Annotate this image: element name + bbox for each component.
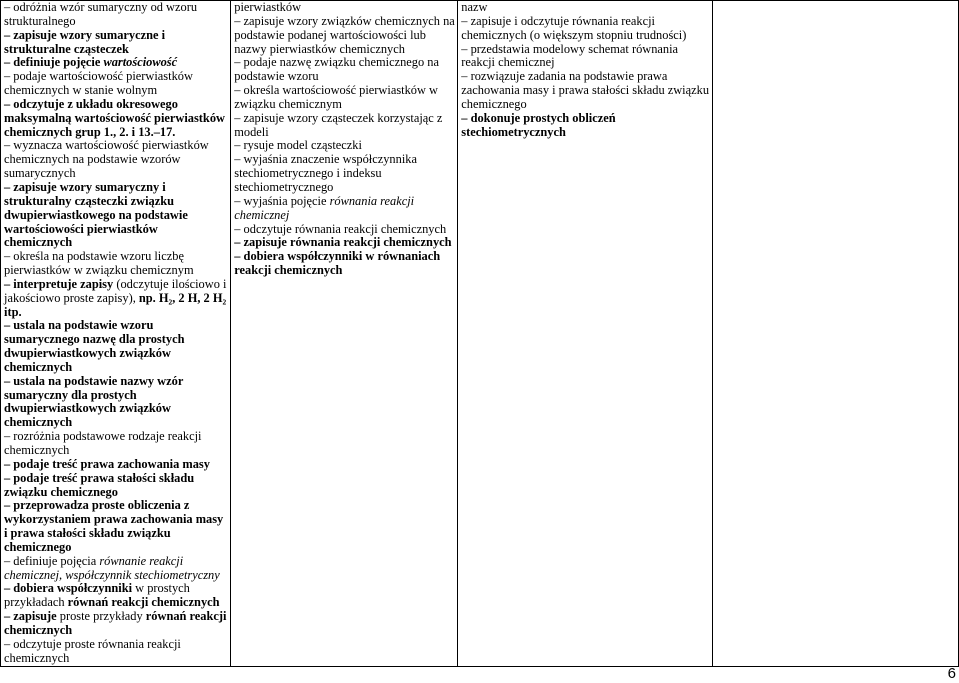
requirement-item: – podaje wartościowość pierwiastków chemicznych w stanie wolnym (4, 69, 193, 98)
requirement-item: – określa na podstawie wzoru liczbę pierwiastków w związku chemicznym (4, 249, 194, 278)
requirement-item: – ustala na podstawie nazwy wzór sumaryczny dla prostych dwupierwiastkowych związków chemicznych (4, 373, 184, 430)
requirement-item: – ustala na podstawie wzoru sumarycznego nazwę dla prostych dwupierwiastkowych związków chemicznych (4, 318, 185, 374)
requirement-item: – odczytuje z układu okresowego maksymalną wartościowość pierwiastków chemicznych grup 1., 2. i 13.–17. (4, 96, 225, 139)
requirement-item: – interpretuje zapisy (odczytuje ilościowo i jakościowo proste zapisy), np. H₂, 2 H, 2 H₂ itp. (4, 276, 227, 319)
column-1 (1, 1, 231, 667)
requirement-item: – odróżnia wzór sumaryczny od wzoru strukturalnego (4, 0, 198, 28)
requirement-item: – dobiera współczynniki w równaniach reakcji chemicznych (234, 249, 441, 278)
requirement-item: pierwiastków (234, 0, 302, 14)
requirement-item: – rozwiązuje zadania na podstawie prawa zachowania masy i prawa stałości składu związku chemicznego (461, 69, 710, 111)
column-4 (712, 1, 958, 667)
requirement-item: – dokonuje prostych obliczeń stechiometrycznych (461, 110, 616, 139)
requirement-item: – definiuje pojęcia równanie reakcji chemicznej, współczynnik stechiometryczny (4, 553, 220, 582)
requirement-item: – przedstawia modelowy schemat równania reakcji chemicznej (461, 41, 679, 70)
requirement-item: – podaje nazwę związku chemicznego na podstawie wzoru (234, 55, 439, 84)
requirement-item: – rozróżnia podstawowe rodzaje reakcji chemicznych (4, 429, 202, 457)
requirement-item: – odczytuje proste równania reakcji chemicznych (4, 636, 181, 665)
page-number: 6 (947, 665, 956, 683)
requirement-item: – podaje treść prawa zachowania masy (4, 456, 210, 471)
requirement-item: nazw (461, 0, 488, 14)
requirement-item: – podaje treść prawa stałości składu związku chemicznego (4, 470, 195, 499)
column-2 (231, 1, 458, 667)
requirement-item: – rysuje model cząsteczki (234, 138, 362, 153)
requirement-item: – dobiera współczynniki w prostych przykładach równań reakcji chemicznych (4, 581, 220, 610)
requirement-item: – zapisuje wzory sumaryczne i strukturalne cząsteczek (4, 27, 166, 56)
requirement-item: – zapisuje i odczytuje równania reakcji chemicznych (o większym stopniu trudności) (461, 13, 687, 42)
requirement-item: – określa wartościowość pierwiastków w związku chemicznym (234, 83, 438, 111)
requirement-item: – odczytuje równania reakcji chemicznych (234, 221, 447, 236)
requirement-item: – zapisuje równania reakcji chemicznych (234, 235, 452, 250)
requirement-item: – wyjaśnia pojęcie równania reakcji chemicznej (234, 193, 415, 222)
requirement-item: – definiuje pojęcie wartościowość (4, 55, 178, 70)
requirement-item: – wyznacza wartościowość pierwiastków chemicznych na podstawie wzorów sumarycznych (4, 138, 209, 181)
requirement-item: – przeprowadza proste obliczenia z wykorzystaniem prawa zachowania masy i prawa stałości składu związku chemicznego (4, 498, 224, 554)
requirement-item: – zapisuje wzory cząsteczek korzystając z modeli (234, 110, 443, 139)
column-3 (458, 1, 713, 667)
requirement-item: – zapisuje wzory sumaryczny i strukturalny cząsteczki związku dwupierwiastkowego na podstawie wartościowości pierwiastków chemicznych (4, 179, 188, 250)
requirement-item: – zapisuje wzory związków chemicznych na podstawie podanej wartościowości lub nazwy pierwiastków chemicznych (234, 13, 455, 56)
requirement-item: – wyjaśnia znaczenie współczynnika stechiometrycznego i indeksu stechiometrycznego (234, 152, 417, 194)
requirement-item: – zapisuje proste przykłady równań reakcji chemicznych (4, 609, 227, 637)
